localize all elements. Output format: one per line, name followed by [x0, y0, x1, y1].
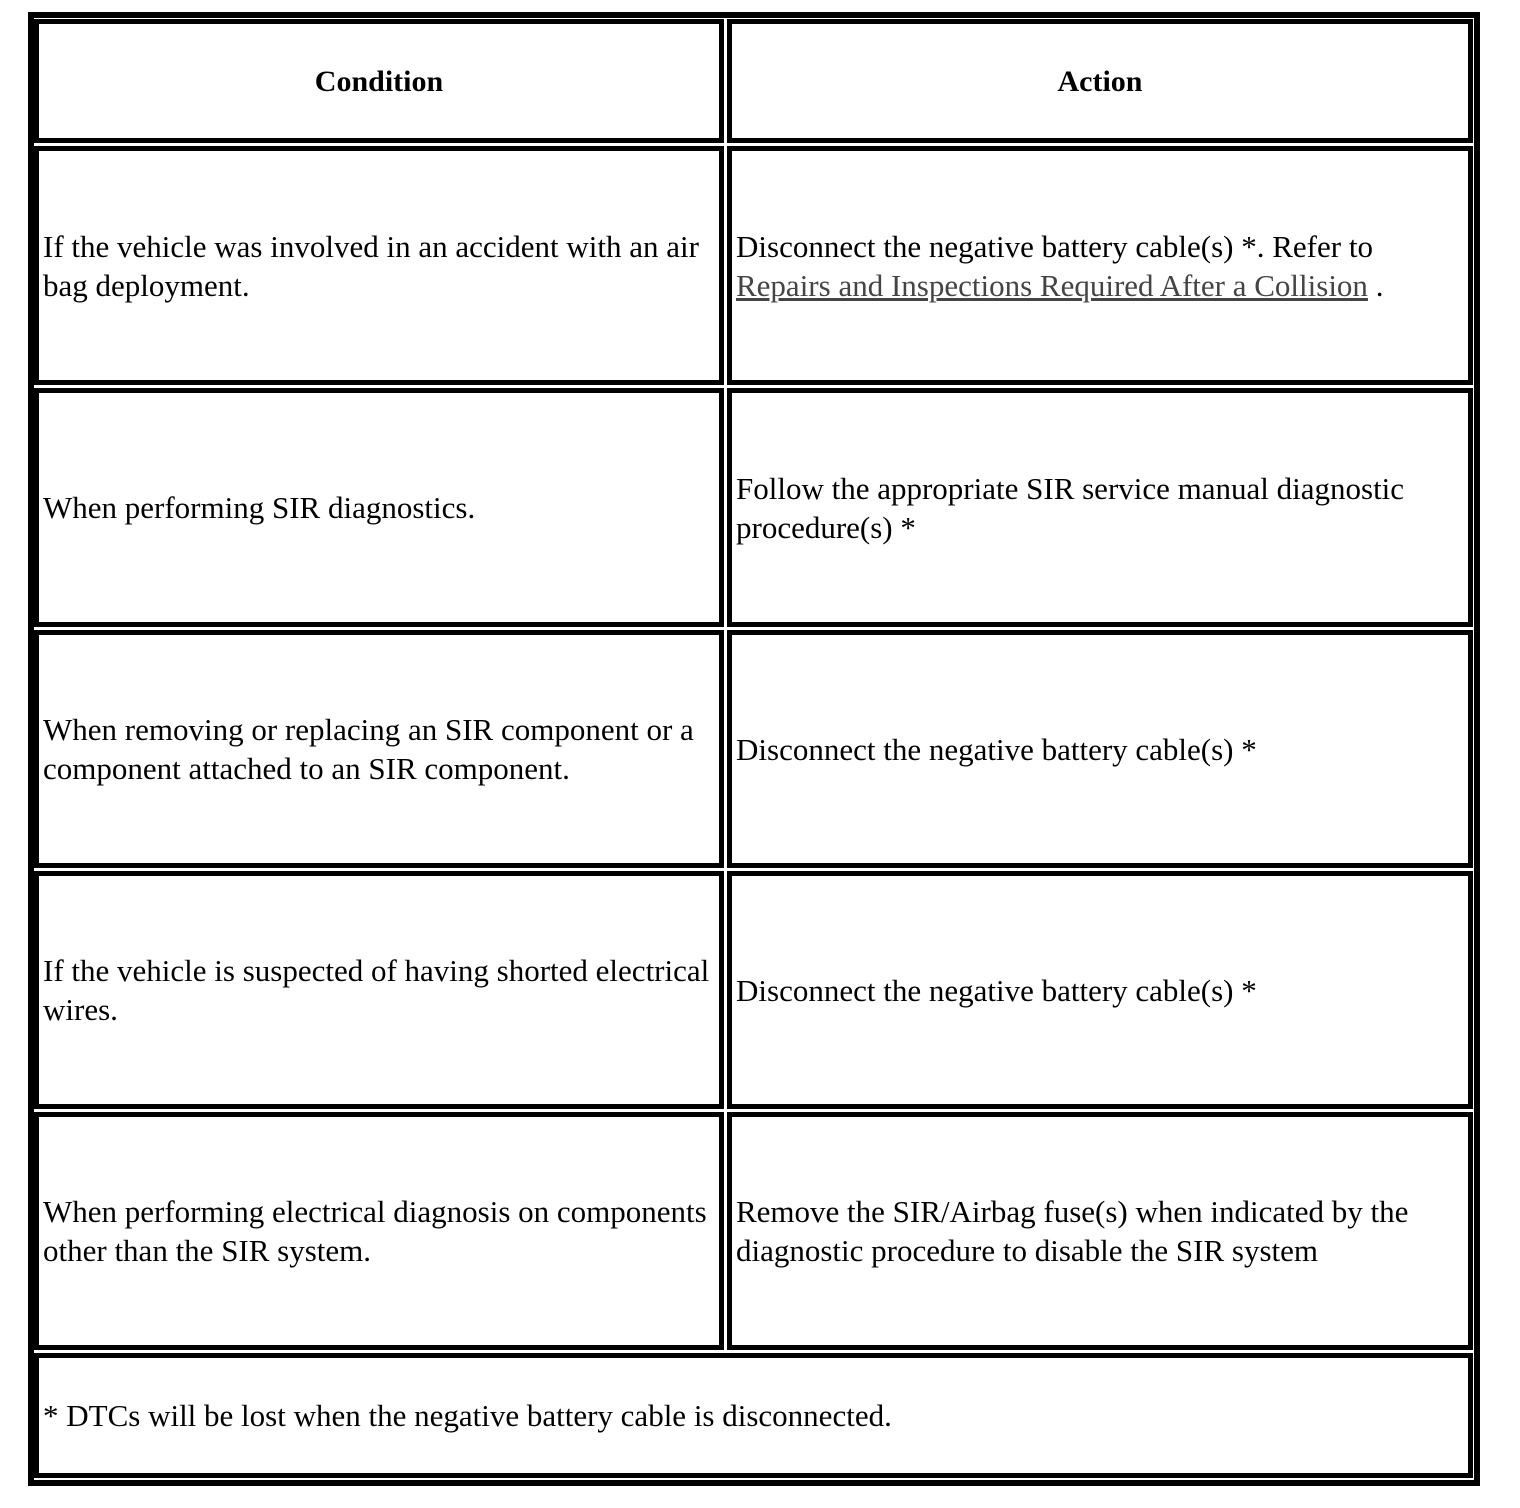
condition-cell-3: [34, 630, 724, 868]
action-text-3: Disconnect the negative battery cable(s) *: [736, 731, 1257, 767]
action-text-1-suffix: .: [1367, 267, 1384, 303]
footnote-text: * DTCs will be lost when the negative battery cable is disconnected.: [43, 1398, 892, 1433]
header-action: [727, 19, 1473, 143]
action-text-4: Disconnect the negative battery cable(s) *: [736, 972, 1257, 1008]
action-text-1: [736, 227, 1464, 305]
action-cell-2: [727, 388, 1473, 627]
condition-text-2: When performing SIR diagnostics.: [43, 490, 476, 525]
action-cell-3: [727, 630, 1473, 868]
condition-text-5: When performing electrical diagnosis on components other than the SIR system.: [43, 1194, 707, 1268]
action-text-1-prefix: Disconnect the negative battery cable(s) *. Refer to: [736, 228, 1373, 264]
action-cell-1: [727, 146, 1473, 385]
action-text-2: Follow the appropriate SIR service manual diagnostic procedure(s) *: [736, 470, 1405, 545]
header-condition: [34, 19, 724, 143]
header-action-label: Action: [1057, 64, 1143, 98]
action-cell-4: [727, 871, 1473, 1109]
condition-cell-4: [34, 871, 724, 1109]
condition-cell-1: [34, 146, 724, 385]
action-text-5: Remove the SIR/Airbag fuse(s) when indicated by the diagnostic procedure to disable the SIR system: [736, 1194, 1409, 1268]
header-condition-label: Condition: [314, 64, 444, 98]
condition-cell-5: [34, 1112, 724, 1350]
action-cell-5: [727, 1112, 1473, 1350]
condition-text-4: If the vehicle is suspected of having shorted electrical wires.: [43, 953, 710, 1027]
footnote-cell: [34, 1353, 1473, 1478]
condition-text-1: If the vehicle was involved in an accident with an air bag deployment.: [43, 228, 699, 303]
condition-text-3: When removing or replacing an SIR component or a component attached to an SIR component.: [43, 712, 694, 786]
collision-repairs-link[interactable]: Repairs and Inspections Required After a Collision: [736, 267, 1368, 303]
condition-cell-2: [34, 388, 724, 627]
